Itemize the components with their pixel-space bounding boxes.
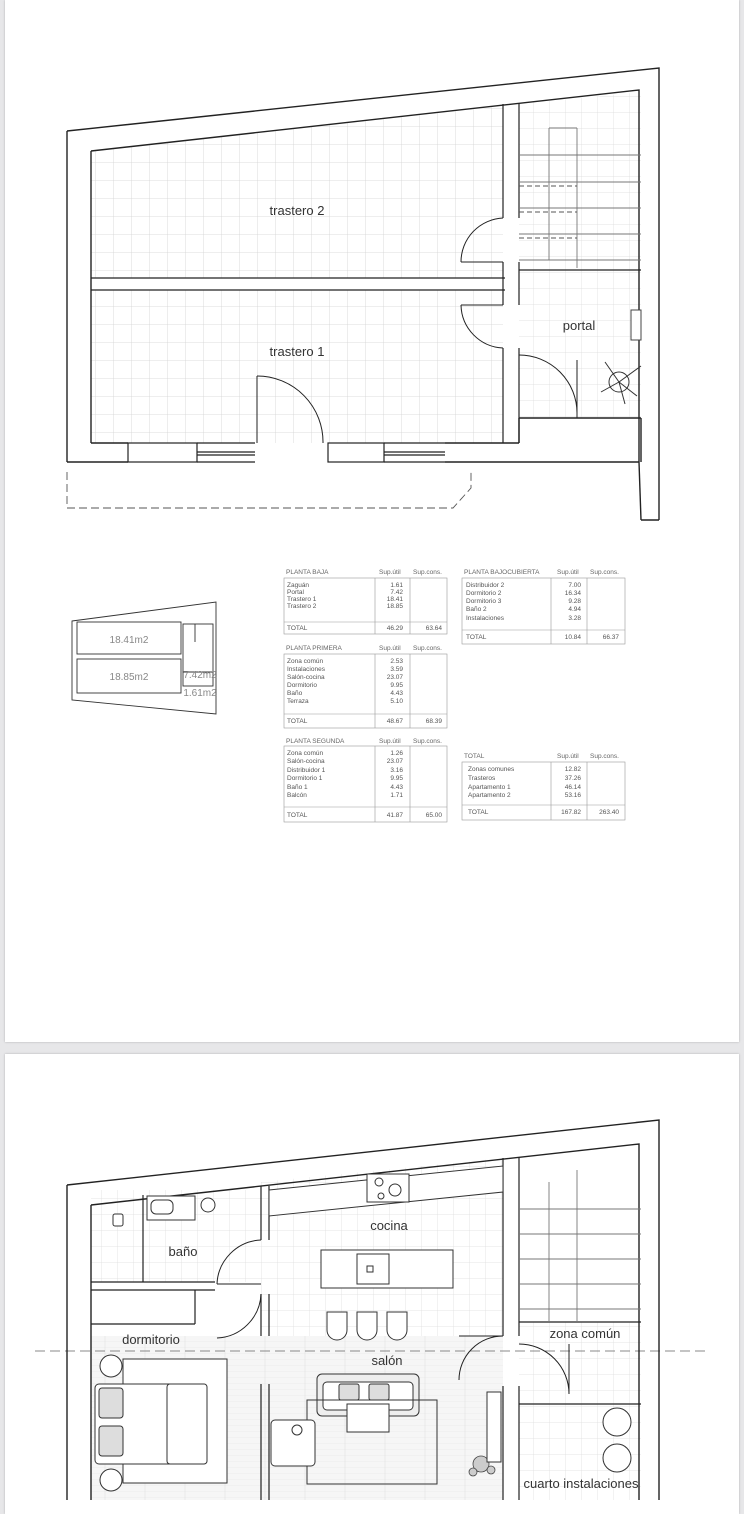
table-header-cons: Sup.cons. [413, 569, 442, 576]
floor-plan-sheet-first [5, 1054, 739, 1514]
table-total-util: 41.87 [386, 812, 403, 819]
table-header-util: Sup.útil [557, 753, 579, 760]
table-row-label: Baño 2 [466, 606, 487, 613]
table-row-value: 9.95 [390, 775, 403, 782]
table-row-label: Zona común [287, 750, 324, 757]
table-title: PLANTA BAJA [286, 569, 329, 576]
room-label-cocina: cocina [370, 1218, 408, 1233]
table-row-label: Zonas comunes [468, 766, 515, 773]
table-row-value: 37.26 [564, 775, 581, 782]
table-row-value: 4.94 [568, 606, 581, 613]
table-row-value: 7.42 [390, 589, 403, 596]
table-row-value: 16.34 [564, 590, 581, 597]
key-plan-area-4: 1.61m2 [183, 688, 217, 699]
room-label-cuarto-instalaciones: cuarto instalaciones [523, 1476, 639, 1491]
table-header-util: Sup.útil [379, 569, 401, 576]
room-label-dormitorio: dormitorio [122, 1332, 180, 1347]
dashed-projection [67, 472, 471, 508]
table-row-label: Portal [287, 589, 304, 596]
portal-shelf [631, 310, 641, 340]
table-row-value: 1.26 [390, 750, 403, 757]
table-row-value: 3.59 [390, 666, 403, 673]
table-row-value: 23.07 [386, 674, 403, 681]
table-header-cons: Sup.cons. [590, 753, 619, 760]
table-row-label: Instalaciones [466, 615, 504, 622]
table-row-value: 5.10 [390, 698, 403, 705]
table-title: PLANTA SEGUNDA [286, 738, 345, 745]
room-label-trastero1: trastero 1 [269, 344, 325, 359]
table-row-label: Zona común [287, 658, 324, 665]
table-total-label: TOTAL [468, 809, 489, 816]
front-windows [128, 443, 445, 462]
table-total-cons: 63.64 [425, 625, 442, 632]
toilet-icon [151, 1200, 173, 1214]
table-row-label: Dormitorio 3 [466, 598, 502, 605]
bed [95, 1355, 227, 1491]
room-label-bano: baño [168, 1244, 198, 1259]
table-row-label: Baño 1 [287, 784, 308, 791]
table-row-value: 1.61 [390, 582, 403, 589]
table-row-label: Salón-cocina [287, 758, 325, 765]
table-row-label: Apartamento 1 [468, 784, 511, 791]
table-planta-segunda [284, 738, 447, 822]
table-total-label: TOTAL [466, 634, 487, 641]
table-header-util: Sup.útil [557, 569, 579, 576]
table-row-label: Zaguán [287, 582, 310, 589]
table-row-value: 9.95 [390, 682, 403, 689]
table-total-cons: 65.00 [425, 812, 442, 819]
table-row-label: Instalaciones [287, 666, 325, 673]
table-total-cons: 66.37 [602, 634, 619, 641]
key-plan-area-2: 18.85m2 [109, 672, 149, 683]
key-plan-area-1: 18.41m2 [109, 635, 149, 646]
table-row-label: Distribuidor 1 [287, 767, 326, 774]
table-total-label: TOTAL [287, 812, 308, 819]
table-row-label: Dormitorio 2 [466, 590, 502, 597]
table-row-value: 4.43 [390, 784, 403, 791]
sink-icon [201, 1198, 215, 1212]
table-total-label: TOTAL [287, 625, 308, 632]
table-row-label: Terraza [287, 698, 309, 705]
table-total-cons: 68.39 [425, 718, 442, 725]
table-row-value: 7.00 [568, 582, 581, 589]
table-total-cons: 263.40 [599, 809, 619, 816]
table-row-value: 2.53 [390, 658, 403, 665]
table-row-label: Apartamento 2 [468, 792, 511, 799]
table-title: PLANTA PRIMERA [286, 645, 342, 652]
table-row-value: 3.28 [568, 615, 581, 622]
table-header-cons: Sup.cons. [413, 645, 442, 652]
table-total-util: 167.82 [561, 809, 581, 816]
bar-stools [327, 1312, 407, 1340]
kitchen-island [321, 1250, 453, 1288]
table-total-label: TOTAL [287, 718, 308, 725]
armchair [271, 1420, 315, 1466]
table-row-value: 23.07 [386, 758, 403, 765]
table-row-value: 53.16 [564, 792, 581, 799]
table-header-cons: Sup.cons. [590, 569, 619, 576]
table-total-util: 10.84 [564, 634, 581, 641]
table-row-value: 4.43 [390, 690, 403, 697]
table-row-label: Distribuidor 2 [466, 582, 505, 589]
table-row-value: 12.82 [564, 766, 581, 773]
ground-floor-plan [5, 0, 739, 1042]
table-row-label: Trasteros [468, 775, 496, 782]
table-row-label: Dormitorio [287, 682, 317, 689]
table-total [462, 753, 625, 820]
room-label-portal: portal [562, 318, 596, 333]
table-row-label: Baño [287, 690, 303, 697]
table-row-label: Trastero 2 [287, 603, 317, 610]
first-floor-plan [5, 1054, 739, 1500]
table-total-util: 46.29 [386, 625, 403, 632]
floor-plan-sheet-ground [5, 0, 739, 1042]
table-row-value: 3.16 [390, 767, 403, 774]
stair-floor [519, 92, 641, 270]
table-row-label: Balcón [287, 792, 307, 799]
key-plan-area-3: 7.42m2 [183, 670, 217, 681]
trastero2-floor [91, 106, 503, 278]
table-total-util: 48.67 [386, 718, 403, 725]
table-header-cons: Sup.cons. [413, 738, 442, 745]
table-row-label: Trastero 1 [287, 596, 317, 603]
table-header-util: Sup.útil [379, 738, 401, 745]
table-planta-baja [284, 569, 447, 634]
room-label-zona-comun: zona común [549, 1326, 621, 1341]
table-title: TOTAL [464, 753, 485, 760]
staircase [519, 1170, 641, 1322]
table-row-value: 46.14 [564, 784, 581, 791]
table-row-value: 1.71 [390, 792, 403, 799]
table-row-value: 9.28 [568, 598, 581, 605]
room-label-trastero2: trastero 2 [269, 203, 325, 218]
table-row-label: Dormitorio 1 [287, 775, 323, 782]
table-header-util: Sup.útil [379, 645, 401, 652]
room-label-salon: salón [371, 1353, 403, 1368]
trastero1-floor [91, 290, 503, 443]
table-row-label: Salón-cocina [287, 674, 325, 681]
table-row-value: 18.41 [386, 596, 403, 603]
table-planta-primera [284, 645, 447, 728]
table-planta-bajocubierta [462, 569, 625, 644]
table-title: PLANTA BAJOCUBIERTA [464, 569, 540, 576]
shelf [487, 1392, 501, 1462]
table-row-value: 18.85 [386, 603, 403, 610]
